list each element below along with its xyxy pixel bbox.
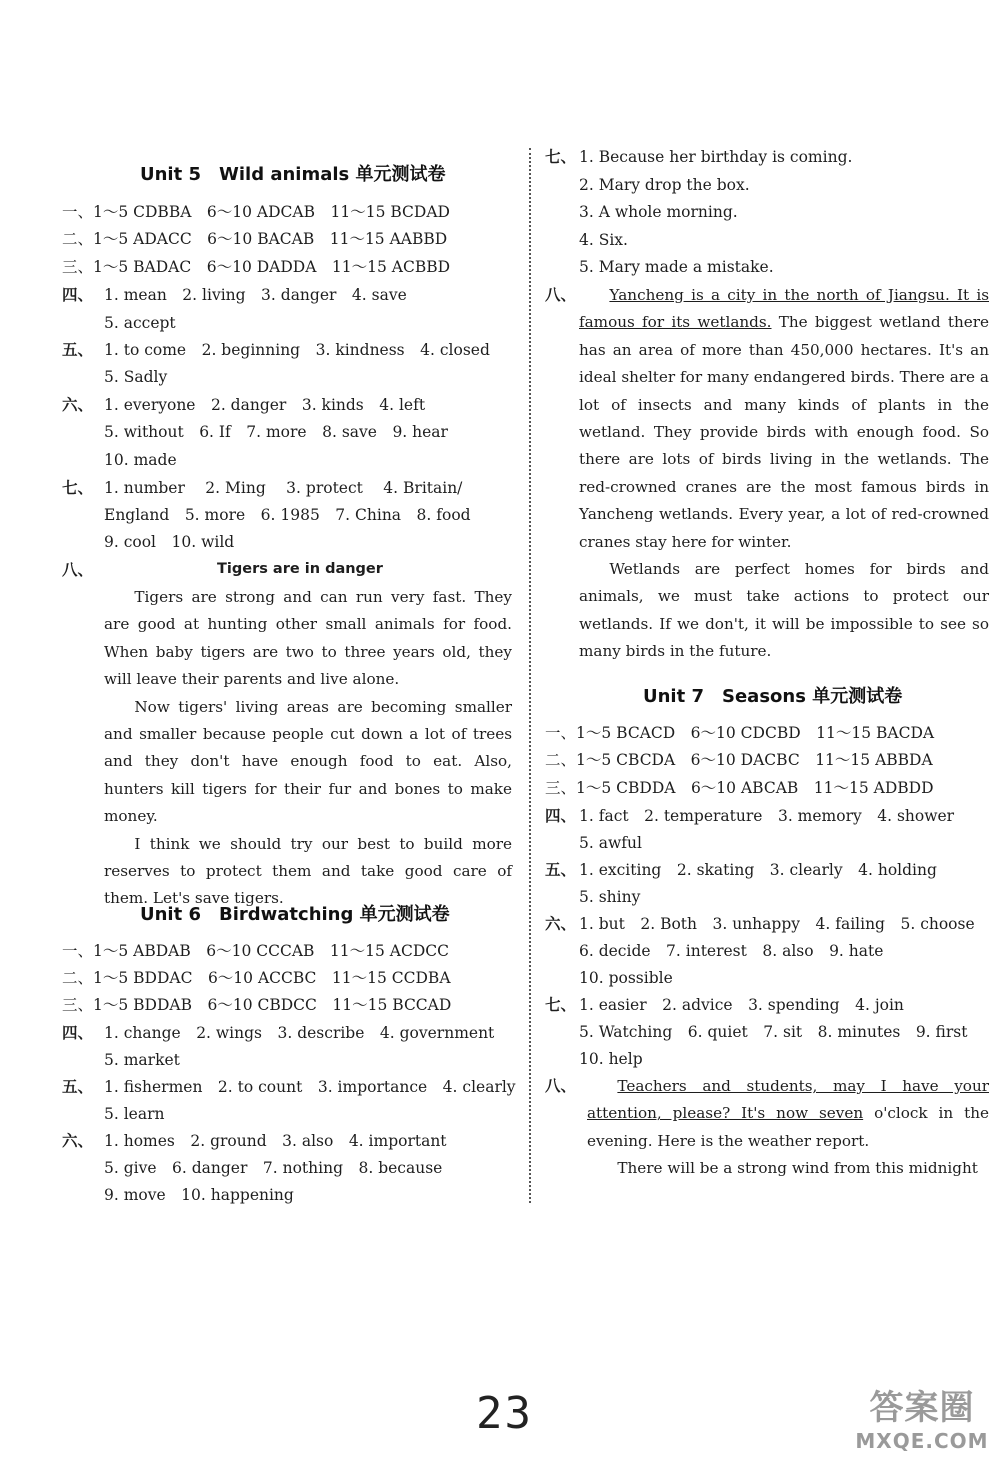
- unit7-row-1: 一、1～5 BCACD 6～10 CDCBD 11～15 BACDA: [545, 724, 935, 742]
- unit5-row-1: 一、1～5 CDBBA 6～10 ADCAB 11～15 BCDAD: [62, 203, 450, 221]
- unit7-row-4b: 5. awful: [579, 834, 642, 852]
- unit5-r6a-text: 1. everyone 2. danger 3. kinds 4. left: [104, 396, 426, 414]
- unit6-row-6b: 5. give 6. danger 7. nothing 8. because: [104, 1159, 443, 1177]
- unit6-row-2: 二、1～5 BDDAC 6～10 ACCBC 11～15 CCDBA: [62, 969, 451, 987]
- right-essay-underlined: Yancheng is a city in the north of Jiangsu. It is famous for its wetlands.: [579, 286, 989, 332]
- unit7-row-4a: [545, 806, 954, 826]
- watermark: [852, 1380, 992, 1460]
- label-liu: 六、: [545, 914, 577, 933]
- label-wu: 五、: [62, 340, 94, 359]
- unit5-essay-p3: I think we should try our best to build more reserves to protect them and take good care of them. Let's save tigers.: [104, 834, 512, 908]
- unit5-r7a-text: 1. number 2. Ming 3. protect 4. Britain/: [104, 479, 463, 497]
- right-essay: [579, 282, 989, 666]
- unit7-title: Unit 7 Seasons 单元测试卷: [643, 686, 903, 707]
- unit6-row-5b: 5. learn: [104, 1105, 165, 1123]
- unit6-r6a-text: 1. homes 2. ground 3. also 4. important: [104, 1132, 447, 1150]
- unit7-row-3: 三、1～5 CBDDA 6～10 ABCAB 11～15 ADBDD: [545, 779, 934, 797]
- unit7-r7a-text: 1. easier 2. advice 3. spending 4. join: [579, 996, 904, 1014]
- unit5-row-6a: [62, 395, 425, 415]
- unit6-row-3: 三、1～5 BDDAB 6～10 CBDCC 11～15 BCCAD: [62, 996, 452, 1014]
- unit6-row-4b: 5. market: [104, 1051, 180, 1069]
- label-qi: 七、: [62, 478, 94, 497]
- label-si: 四、: [545, 806, 577, 825]
- unit5-r4a-text: 1. mean 2. living 3. danger 4. save: [104, 286, 407, 304]
- unit6-row-1: 一、1～5 ABDAB 6～10 CCCAB 11～15 ACDCC: [62, 942, 449, 960]
- unit5-row-6b: 5. without 6. If 7. more 8. save 9. hear: [104, 423, 448, 441]
- unit6-row-6c: 9. move 10. happening: [104, 1186, 294, 1204]
- right-essay-p1: [579, 282, 989, 556]
- label-ba: 八、: [545, 285, 577, 304]
- unit7-row-6c: 10. possible: [579, 969, 673, 987]
- unit7-row-6a: [545, 914, 975, 934]
- unit7-row-2: 二、1～5 CBCDA 6～10 DACBC 11～15 ABBDA: [545, 751, 933, 769]
- label-si: 四、: [62, 285, 94, 304]
- unit5-row-7a: [62, 478, 462, 498]
- unit7-row-7a: [545, 995, 904, 1015]
- unit7-essay: [587, 1073, 989, 1183]
- right-row-7a: [545, 147, 852, 167]
- right-row-7e: 5. Mary made a mistake.: [579, 258, 774, 276]
- right-r7a-text: 1. Because her birthday is coming.: [579, 148, 853, 166]
- unit5-row-7c: 9. cool 10. wild: [104, 533, 235, 551]
- unit5-row-5a: [62, 340, 490, 360]
- unit7-row-6b: 6. decide 7. interest 8. also 9. hate: [579, 942, 884, 960]
- watermark-logo: 答案圈: [869, 1388, 975, 1428]
- unit7-essay-rest: o'clock in the evening. Here is the weather report.: [587, 1104, 989, 1150]
- unit7-r4a-text: 1. fact 2. temperature 3. memory 4. shower: [579, 807, 955, 825]
- right-row-7d: 4. Six.: [579, 231, 628, 249]
- unit5-title: Unit 5 Wild animals 单元测试卷: [140, 164, 446, 185]
- unit7-row-8: [545, 1076, 587, 1096]
- unit7-essay-p2: There will be a strong wind from this midnight: [617, 1159, 978, 1178]
- unit5-r5a-text: 1. to come 2. beginning 3. kindness 4. closed: [104, 341, 490, 359]
- unit5-row-3: 三、1～5 BADAC 6～10 DADDA 11～15 ACBBD: [62, 258, 451, 276]
- unit7-r6a-text: 1. but 2. Both 3. unhappy 4. failing 5. choose: [579, 915, 975, 933]
- unit5-row-8: [62, 560, 104, 580]
- label-ba: 八、: [545, 1076, 577, 1095]
- label-qi: 七、: [545, 995, 577, 1014]
- unit7-row-5b: 5. shiny: [579, 888, 641, 906]
- label-ba: 八、: [62, 560, 94, 579]
- unit5-row-5b: 5. Sadly: [104, 368, 168, 386]
- unit6-r5a-text: 1. fishermen 2. to count 3. importance 4. clearly: [104, 1078, 516, 1096]
- unit5-row-4a: [62, 285, 407, 305]
- label-wu: 五、: [545, 860, 577, 879]
- page-number: 23: [476, 1388, 533, 1439]
- right-row-7c: 3. A whole morning.: [579, 203, 738, 221]
- label-liu: 六、: [62, 395, 94, 414]
- label-qi: 七、: [545, 147, 577, 166]
- unit6-r4a-text: 1. change 2. wings 3. describe 4. government: [104, 1024, 495, 1042]
- label-si: 四、: [62, 1023, 94, 1042]
- unit6-row-5a: [62, 1077, 516, 1097]
- unit7-essay-underlined: Teachers and students, may I have your attention, please? It's now seven: [587, 1077, 989, 1123]
- unit7-row-7b: 5. Watching 6. quiet 7. sit 8. minutes 9. first: [579, 1023, 968, 1041]
- unit5-row-6c: 10. made: [104, 451, 177, 469]
- unit7-r5a-text: 1. exciting 2. skating 3. clearly 4. holding: [579, 861, 937, 879]
- right-essay-p2: Wetlands are perfect homes for birds and animals, we must take actions to protect our wetlands. If we don't, it will be impossible to see so many birds in the future.: [579, 560, 989, 661]
- right-essay-rest: The biggest wetland there has an area of more than 450,000 hectares. It's an ideal shelter for many endangered birds. There are a lot of insects and many kinds of plants in the wetland. They provide birds with enough food. So there are lots of birds living in the wetlands. The red-crowned cranes are the most famous birds in Yancheng wetlands. Every year, a lot of red-crowned cranes stay here for winter.: [579, 313, 989, 551]
- watermark-url: MXQE.COM: [855, 1429, 989, 1453]
- label-liu: 六、: [62, 1131, 94, 1150]
- column-divider: [529, 148, 531, 1203]
- unit5-essay-title: Tigers are in danger: [217, 561, 383, 577]
- unit7-essay-p1: [587, 1073, 989, 1155]
- unit5-row-4b: 5. accept: [104, 314, 176, 332]
- unit5-row-7b: England 5. more 6. 1985 7. China 8. food: [104, 506, 471, 524]
- unit6-title: Unit 6 Birdwatching 单元测试卷: [140, 904, 450, 925]
- unit5-essay-p2: Now tigers' living areas are becoming smaller and smaller because people cut down a lot of trees and they don't have enough food to eat. Also, hunters kill tigers for their fur and bones to make money.: [104, 697, 512, 826]
- label-wu: 五、: [62, 1077, 94, 1096]
- unit6-row-4a: [62, 1023, 494, 1043]
- unit6-row-6a: [62, 1131, 447, 1151]
- unit5-essay-p1: Tigers are strong and can run very fast. They are good at hunting other small animals for food. When baby tigers are two to three years old, they will leave their parents and live alone.: [104, 588, 512, 689]
- unit5-row-2: 二、1～5 ADACC 6～10 BACAB 11～15 AABBD: [62, 230, 448, 248]
- right-row-7b: 2. Mary drop the box.: [579, 176, 750, 194]
- unit7-row-7c: 10. help: [579, 1050, 643, 1068]
- unit7-row-5a: [545, 860, 937, 880]
- unit5-essay: [104, 584, 512, 913]
